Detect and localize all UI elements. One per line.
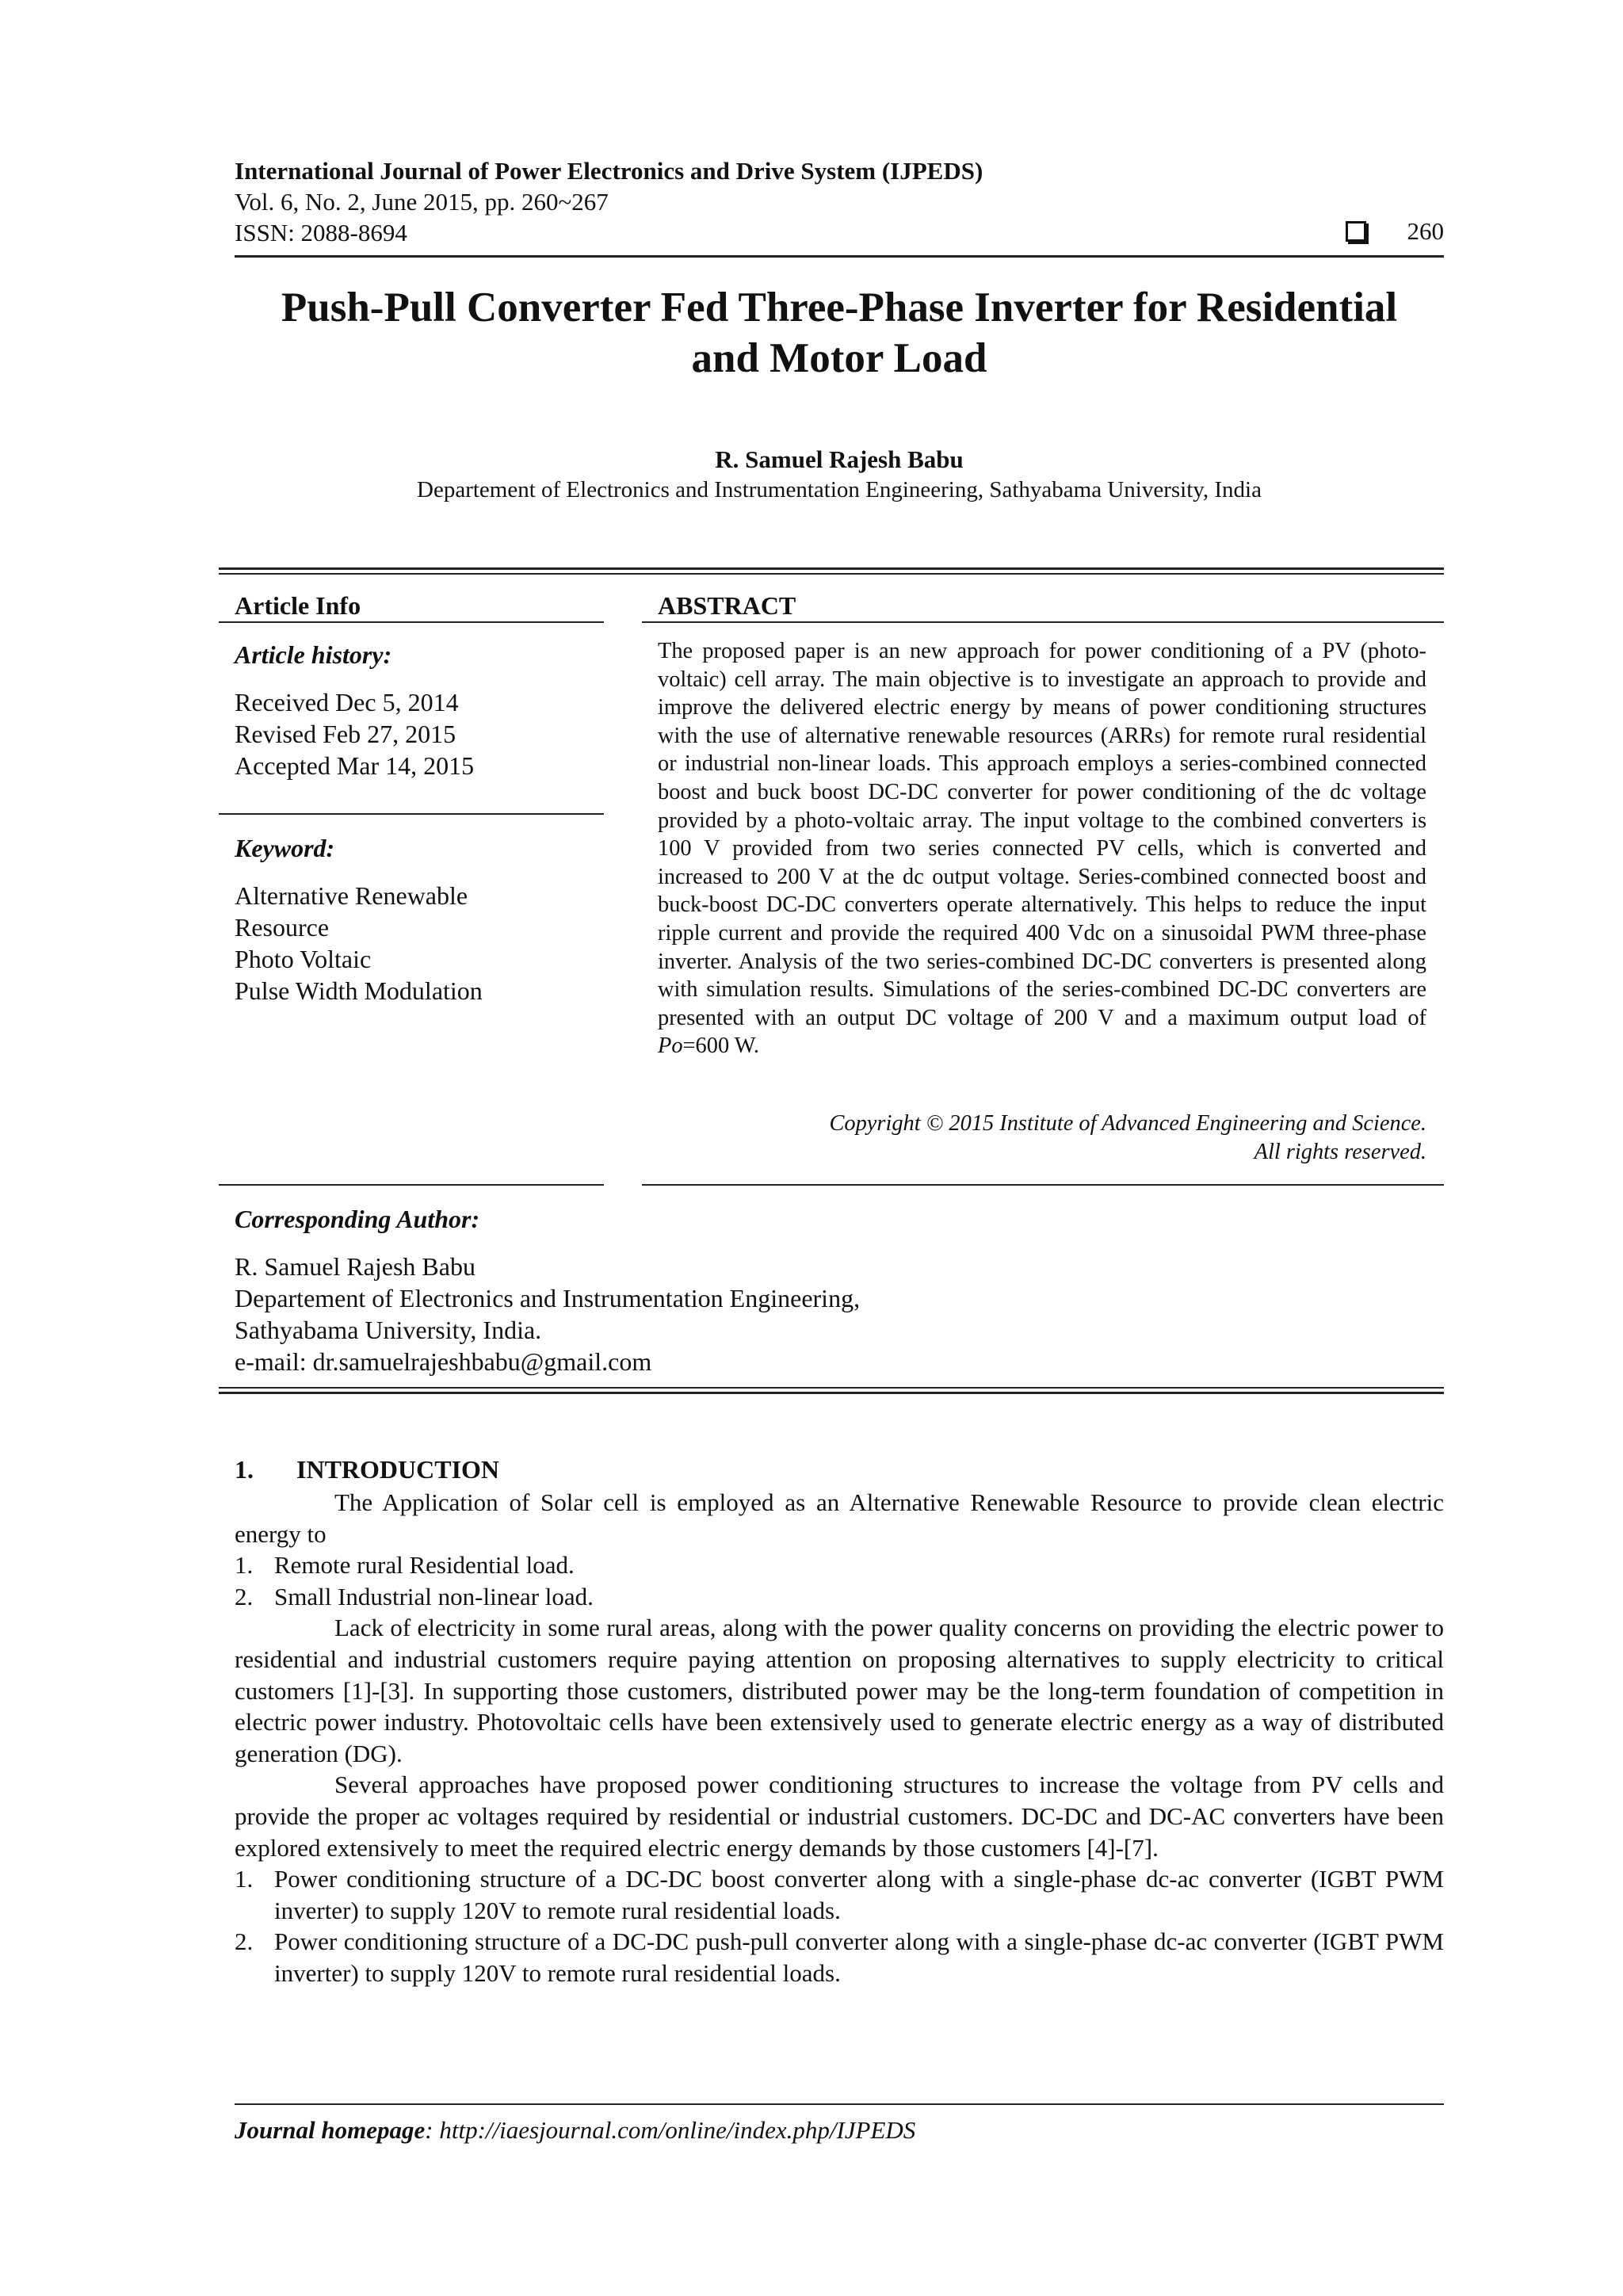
info-top-rule <box>219 567 1444 570</box>
copyright-notice <box>658 1110 1426 1166</box>
keyword-list <box>235 880 483 1007</box>
article-info-heading: Article Info <box>235 591 361 620</box>
journal-header <box>235 155 983 248</box>
abstract-rule <box>642 621 1444 623</box>
footer-rule <box>235 2103 1444 2105</box>
list-text: Power conditioning structure of a DC-DC push-pull converter along with a single-phase dc-ac converter (IGBT PWM inverter) to supply 120V to remote rural residential loads. <box>274 1927 1444 1987</box>
corresponding-author-label: Corresponding Author: <box>235 1205 480 1233</box>
list-item <box>235 1926 1444 1988</box>
copyright-line1: Copyright © 2015 Institute of Advanced Engineering and Science. <box>829 1111 1426 1136</box>
list-text: Remote rural Residential load. <box>274 1551 575 1580</box>
journal-volume: Vol. 6, No. 2, June 2015, pp. 260~267 <box>235 188 609 216</box>
list-number: 2. <box>235 1582 254 1610</box>
copyright-line2: All rights reserved. <box>1254 1139 1426 1164</box>
abstract-heading: ABSTRACT <box>658 591 796 620</box>
article-history-dates <box>235 686 474 781</box>
article-history-label: Article history: <box>235 640 392 669</box>
keyword-label: Keyword: <box>235 834 335 862</box>
journal-name: International Journal of Power Electronics and Drive System (IJPEDS) <box>235 157 983 185</box>
journal-homepage <box>235 2116 915 2145</box>
corresponding-email: e-mail: dr.samuelrajeshbabu@gmail.com <box>235 1347 652 1376</box>
list-item <box>235 1549 1444 1581</box>
paper-title-line1: Push-Pull Converter Fed Three-Phase Inverter for Residential <box>281 285 1398 330</box>
info-bottom-double-rule-2 <box>219 1392 1444 1394</box>
article-info-rule <box>219 621 604 623</box>
page-number: 260 <box>1407 217 1444 245</box>
abstract-body <box>658 637 1426 1060</box>
revised-date: Revised Feb 27, 2015 <box>235 720 456 748</box>
po-symbol: Po <box>658 1033 683 1059</box>
journal-issn: ISSN: 2088-8694 <box>235 219 407 246</box>
info-top-rule-2 <box>219 573 1444 575</box>
paper-title-line2: and Motor Load <box>691 335 987 381</box>
info-bottom-double-rule <box>219 1387 1444 1389</box>
keyword-item: Alternative Renewable <box>235 881 468 910</box>
list-number: 1. <box>235 1865 254 1893</box>
list-number: 1. <box>235 1551 254 1580</box>
list-item <box>235 1863 1444 1926</box>
corresponding-name: R. Samuel Rajesh Babu <box>235 1252 475 1281</box>
abstract-bottom-rule <box>642 1184 1444 1186</box>
keyword-item: Photo Voltaic <box>235 945 372 973</box>
header-rule <box>235 255 1444 258</box>
checkbox-square-icon <box>1346 221 1366 242</box>
author-affiliation: Departement of Electronics and Instrumentation Engineering, Sathyabama University, India <box>417 477 1262 502</box>
introduction-body <box>235 1487 1444 1989</box>
corresponding-univ: Sathyabama University, India. <box>235 1316 542 1344</box>
info-bottom-rule <box>219 1184 604 1186</box>
abstract-text: The proposed paper is an new approach for power conditioning of a PV (photo-voltaic) cell array. The main objective is to investigate an approach to provide and improve the delivered electric energy by means of power conditioning structures with the use of alternative renewable resources (ARRs) for remote rural residential or industrial non-linear loads. This approach employs a series-combined connected boost and buck boost DC-DC converter for power conditioning of the dc voltage provided by a photo-voltaic array. The input voltage to the combined converters is 100 V provided from two series connected PV cells, which is converted and increased to 200 V at the dc output voltage. Series-combined connected boost and buck-boost DC-DC converters operate alternatively. This helps to reduce the input ripple current and provide the required 400 Vdc on a sinusoidal PWM three-phase inverter. Analysis of the two series-combined DC-DC converters is presented along with simulation results. Simulations of the series-combined DC-DC converters are presented with an output DC voltage of 200 V and a maximum output load of <box>658 639 1426 1030</box>
homepage-label: Journal homepage <box>235 2116 426 2144</box>
paragraph: The Application of Solar cell is employed as an Alternative Renewable Resource to provide clean electric energy to <box>235 1488 1444 1548</box>
list-item <box>235 1581 1444 1613</box>
received-date: Received Dec 5, 2014 <box>235 688 459 716</box>
list-text: Small Industrial non-linear load. <box>274 1582 594 1610</box>
corresponding-dept: Departement of Electronics and Instrumentation Engineering, <box>235 1284 861 1312</box>
homepage-url[interactable]: : http://iaesjournal.com/online/index.php/IJPEDS <box>425 2116 916 2144</box>
list-number: 2. <box>235 1927 254 1956</box>
paragraph: Several approaches have proposed power conditioning structures to increase the voltage from PV cells and provide the proper ac voltages required by residential or industrial customers. DC-DC and DC-AC converters have been explored extensively to meet the required electric energy demands by those customers [4]-[7]. <box>235 1771 1444 1862</box>
accepted-date: Accepted Mar 14, 2015 <box>235 751 475 780</box>
list-text: Power conditioning structure of a DC-DC boost converter along with a single-phase dc-ac converter (IGBT PWM inverter) to supply 120V to remote rural residential loads. <box>274 1865 1444 1924</box>
corresponding-author-block <box>235 1251 860 1377</box>
keyword-rule <box>219 813 604 815</box>
introduction-heading <box>235 1455 499 1484</box>
page-number-block <box>1346 217 1445 246</box>
abstract-text-end: =600 W. <box>682 1033 760 1059</box>
paragraph: Lack of electricity in some rural areas, along with the power quality concerns on providing the electric power to residential and industrial customers require paying attention on proposing alternatives to supply electricity to critical customers [1]-[3]. In supporting those customers, distributed power may be the long-term foundation of competition in electric power industry. Photovoltaic cells have been extensively used to generate electric energy as a way of distributed generation (DG). <box>235 1614 1444 1767</box>
section-number: 1. <box>235 1455 254 1484</box>
author-name: R. Samuel Rajesh Babu <box>715 445 964 473</box>
keyword-item: Pulse Width Modulation <box>235 976 483 1005</box>
keyword-item: Resource <box>235 913 330 942</box>
paper-title <box>235 282 1444 384</box>
section-title: INTRODUCTION <box>296 1455 500 1484</box>
